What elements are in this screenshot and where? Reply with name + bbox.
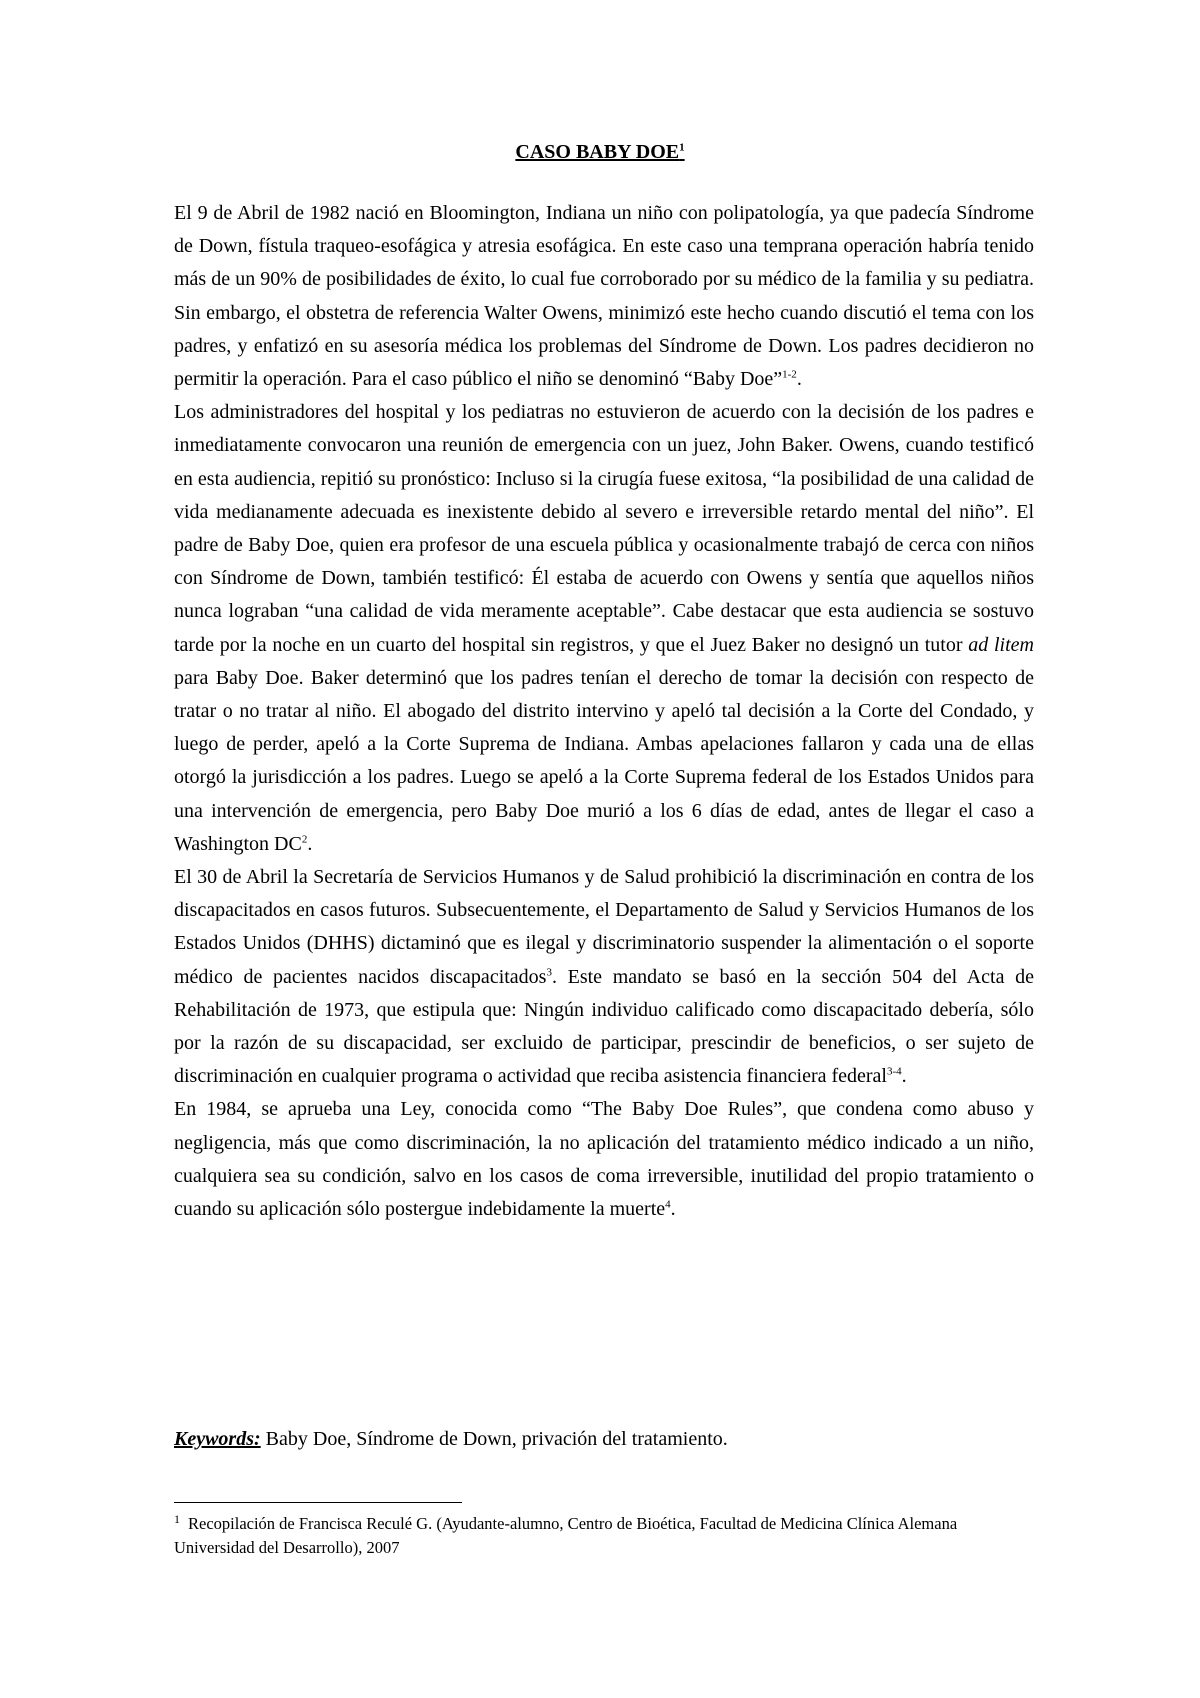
paragraph-2-text-b: para Baby Doe. Baker determinó que los padres tenían el derecho de tomar la decisión con respecto de tratar o no tratar al niño. El abogado del distrito intervino y apeló tal decisión a la Corte del Condado, y luego de perder, apeló a la Corte Suprema de Indiana. Ambas apelaciones fallaron y cada una de ellas otorgó la jurisdicción a los padres. Luego se apeló a la Corte Suprema federal de los Estados Unidos para una intervención de emergencia, pero Baby Doe murió a los 6 días de edad, antes de llegar el caso a Washington DC — [174, 666, 1034, 855]
paragraph-1-end: . — [796, 368, 802, 391]
keywords-label: Keywords: — [174, 1428, 261, 1450]
paragraph-4-end: . — [670, 1198, 676, 1221]
paragraph-2-end: . — [307, 832, 313, 855]
paragraph-2 — [174, 396, 1034, 861]
paragraph-2-text-a: Los administradores del hospital y los pediatras no estuvieron de acuerdo con la decisión de los padres e inmediatamente convocaron una reunión de emergencia con un juez, John Baker. Owens, cuando testificó en esta audiencia, repitió su pronóstico: Incluso si la cirugía fuese exitosa, “la posibilidad de una calidad de vida medianamente adecuada es inexistente debido al severo e irreversible retardo mental del niño”. El padre de Baby Doe, quien era profesor de una escuela pública y ocasionalmente trabajó de cerca con niños con Síndrome de Down, también testificó: Él estaba de acuerdo con Owens y sentía que aquellos niños nunca lograban “una calidad de vida meramente aceptable”. Cabe destacar que esta audiencia se sostuvo tarde por la noche en un cuarto del hospital sin registros, y que el Juez Baker no designó un tutor — [174, 401, 1034, 656]
paragraph-4 — [174, 1093, 1034, 1226]
paragraph-3-ref-b: 3-4 — [887, 1065, 902, 1078]
document-body — [174, 197, 1034, 1226]
keywords — [174, 1425, 1034, 1453]
title-footnote-ref: 1 — [679, 141, 685, 154]
keywords-text: Baby Doe, Síndrome de Down, privación del tratamiento. — [260, 1428, 728, 1450]
footnote-mark: 1 — [174, 1511, 180, 1526]
paragraph-1-text: El 9 de Abril de 1982 nació en Bloomington, Indiana un niño con polipatología, ya que padecía Síndrome de Down, fístula traqueo-esofágica y atresia esofágica. En este caso una temprana operación habría tenido más de un 90% de posibilidades de éxito, lo cual fue corroborado por su médico de la familia y su pediatra. Sin embargo, el obstetra de referencia Walter Owens, minimizó este hecho cuando discutió el tema con los padres, y enfatizó en su asesoría médica los problemas del Síndrome de Down. Los padres decidieron no permitir la operación. Para el caso público el niño se denominó “Baby Doe” — [174, 202, 1034, 391]
footnote-text: Recopilación de Francisca Reculé G. (Ayudante-alumno, Centro de Bioética, Facultad de Medicina Clínica Alemana Universidad del Desarrollo), 2007 — [174, 1514, 958, 1557]
paragraph-1-ref: 1-2 — [782, 368, 797, 381]
paragraph-2-italic: ad litem — [968, 633, 1034, 656]
paragraph-4-text: En 1984, se aprueba una Ley, conocida como “The Baby Doe Rules”, que condena como abuso y negligencia, más que como discriminación, la no aplicación del tratamiento médico indicado a un niño, cualquiera sea su condición, salvo en los casos de coma irreversible, inutilidad del propio tratamiento o cuando su aplicación sólo postergue indebidamente la muerte — [174, 1098, 1034, 1221]
page-title — [0, 140, 1200, 164]
paragraph-3-end: . — [901, 1065, 907, 1088]
paragraph-2-ref: 2 — [301, 833, 308, 846]
paragraph-1 — [174, 197, 1034, 396]
paragraph-3-text-a: El 30 de Abril la Secretaría de Servicios Humanos y de Salud prohibició la discriminación en contra de los discapacitados en casos futuros. Subsecuentemente, el Departamento de Salud y Servicios Humanos de los Estados Unidos (DHHS) dictaminó que es ilegal y discriminatorio suspender la alimentación o el soporte médico de pacientes nacidos discapacitados — [174, 866, 1034, 988]
paragraph-3-text-b: . Este mandato se basó en la sección 504 del Acta de Rehabilitación de 1973, que estipula que: Ningún individuo calificado como discapacitado debería, sólo por la razón de su discapacidad, ser excluido de participar, prescindir de beneficios, o ser sujeto de discriminación en cualquier programa o actividad que reciba asistencia financiera federal — [174, 965, 1034, 1088]
paragraph-3 — [174, 861, 1034, 1093]
paragraph-3-ref-a: 3 — [546, 966, 552, 979]
footnote — [174, 1512, 1034, 1560]
footnote-divider — [174, 1502, 462, 1503]
title-text: CASO BABY DOE — [515, 141, 680, 163]
paragraph-4-ref: 4 — [665, 1198, 671, 1211]
